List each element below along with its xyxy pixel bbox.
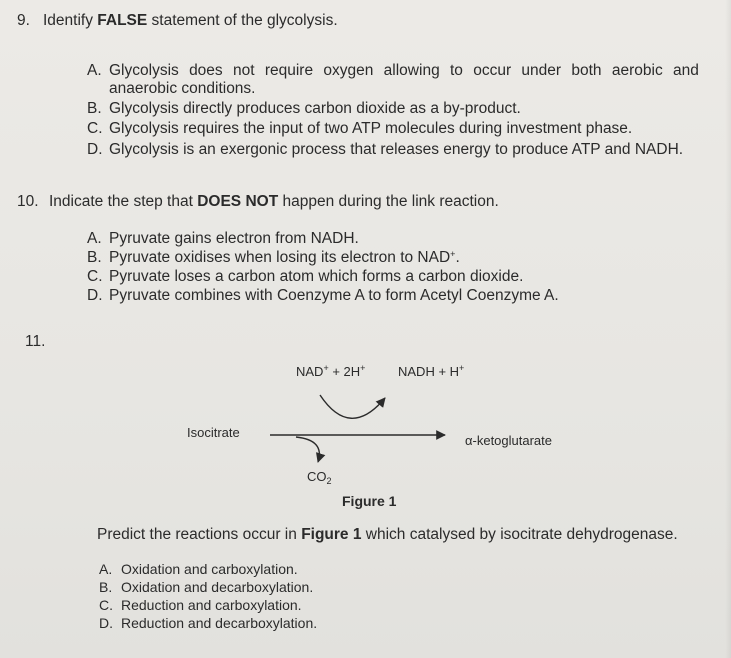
q11-option-a-text: Oxidation and carboxylation. xyxy=(121,561,298,577)
figure-product: α-ketoglutarate xyxy=(465,433,553,448)
q9-number: 9. xyxy=(17,12,30,29)
q9-prompt-pre: Identify xyxy=(43,12,98,29)
q11-option-c-letter: C. xyxy=(99,597,113,613)
q9-option-c-letter: C. xyxy=(87,120,103,137)
q9-option-c-text: Glycolysis requires the input of two ATP molecules during investment phase. xyxy=(109,120,633,137)
q9-option-d-letter: D. xyxy=(87,141,103,158)
q9-option-a-letter: A. xyxy=(87,62,102,79)
figure-output-right-sup: + xyxy=(459,363,465,373)
q11-option-c xyxy=(99,596,302,614)
figure-input-left-tail-sup: + xyxy=(360,363,366,373)
q9-option-a-cont: anaerobic conditions. xyxy=(109,80,256,97)
q10-prompt-pre: Indicate the step that xyxy=(49,193,198,210)
figure-output-right-text: NADH + H xyxy=(398,364,460,379)
q11-option-c-text: Reduction and carboxylation. xyxy=(121,597,302,613)
q10-option-b-text: Pyruvate oxidises when losing its electron to NAD xyxy=(109,249,451,266)
q10-prompt-bold: DOES NOT xyxy=(197,193,279,210)
q11-prompt-bold: Figure 1 xyxy=(301,526,362,543)
figure-input-left-sup: + xyxy=(323,363,329,373)
q11-option-d-letter: D. xyxy=(99,615,113,631)
q11-option-a xyxy=(99,560,298,578)
q11-option-b-text: Oxidation and decarboxylation. xyxy=(121,579,314,595)
figure-byproduct-sub: 2 xyxy=(326,476,332,486)
page-edge-shadow xyxy=(725,0,731,658)
figure-substrate: Isocitrate xyxy=(187,425,240,440)
q11-prompt xyxy=(97,526,678,544)
q9-prompt-post: statement of the glycolysis. xyxy=(147,12,338,29)
q10-option-b-tail: . xyxy=(455,249,460,266)
figure-caption: Figure 1 xyxy=(342,493,397,509)
q9-option-b-letter: B. xyxy=(87,100,102,117)
q10-option-c-letter: C. xyxy=(87,268,103,285)
q9-prompt-bold: FALSE xyxy=(97,12,148,29)
q9-option-d-text: Glycolysis is an exergonic process that releases energy to produce ATP and NADH. xyxy=(109,141,684,158)
q10-option-a-letter: A. xyxy=(87,230,102,247)
q11-prompt-pre: Predict the reactions occur in xyxy=(97,526,302,543)
q10-option-d-text: Pyruvate combines with Coenzyme A to form Acetyl Coenzyme A. xyxy=(109,287,559,304)
q9-option-b-text: Glycolysis directly produces carbon dioxide as a by-product. xyxy=(109,100,521,117)
figure-byproduct-text: CO xyxy=(307,469,327,484)
q11-prompt-post: which catalysed by isocitrate dehydrogenase. xyxy=(361,526,678,543)
q10-option-d-letter: D. xyxy=(87,287,103,304)
figure-input-left-text: NAD xyxy=(296,364,324,379)
co2-release-arrow xyxy=(296,437,319,462)
q10-number: 10. xyxy=(17,193,39,210)
q11-number: 11. xyxy=(25,333,46,350)
q10-option-c-text: Pyruvate loses a carbon atom which forms a carbon dioxide. xyxy=(109,268,524,285)
figure-input-left-tail: + 2H xyxy=(328,364,361,379)
q10-option-b-letter: B. xyxy=(87,249,102,266)
q11-option-d xyxy=(99,614,317,632)
q10-prompt-post: happen during the link reaction. xyxy=(278,193,499,210)
q11-option-b-letter: B. xyxy=(99,579,113,595)
q10-option-b-sup: + xyxy=(450,249,456,259)
q9-option-a-text-line1: Glycolysis does not require oxygen allowing to occur under both aerobic and xyxy=(109,62,699,79)
q11-option-a-letter: A. xyxy=(99,561,113,577)
q10-option-a-text: Pyruvate gains electron from NADH. xyxy=(109,230,359,247)
cofactor-curved-arrow xyxy=(320,395,385,418)
q11-option-d-text: Reduction and decarboxylation. xyxy=(121,615,318,631)
q11-option-b xyxy=(99,578,313,596)
